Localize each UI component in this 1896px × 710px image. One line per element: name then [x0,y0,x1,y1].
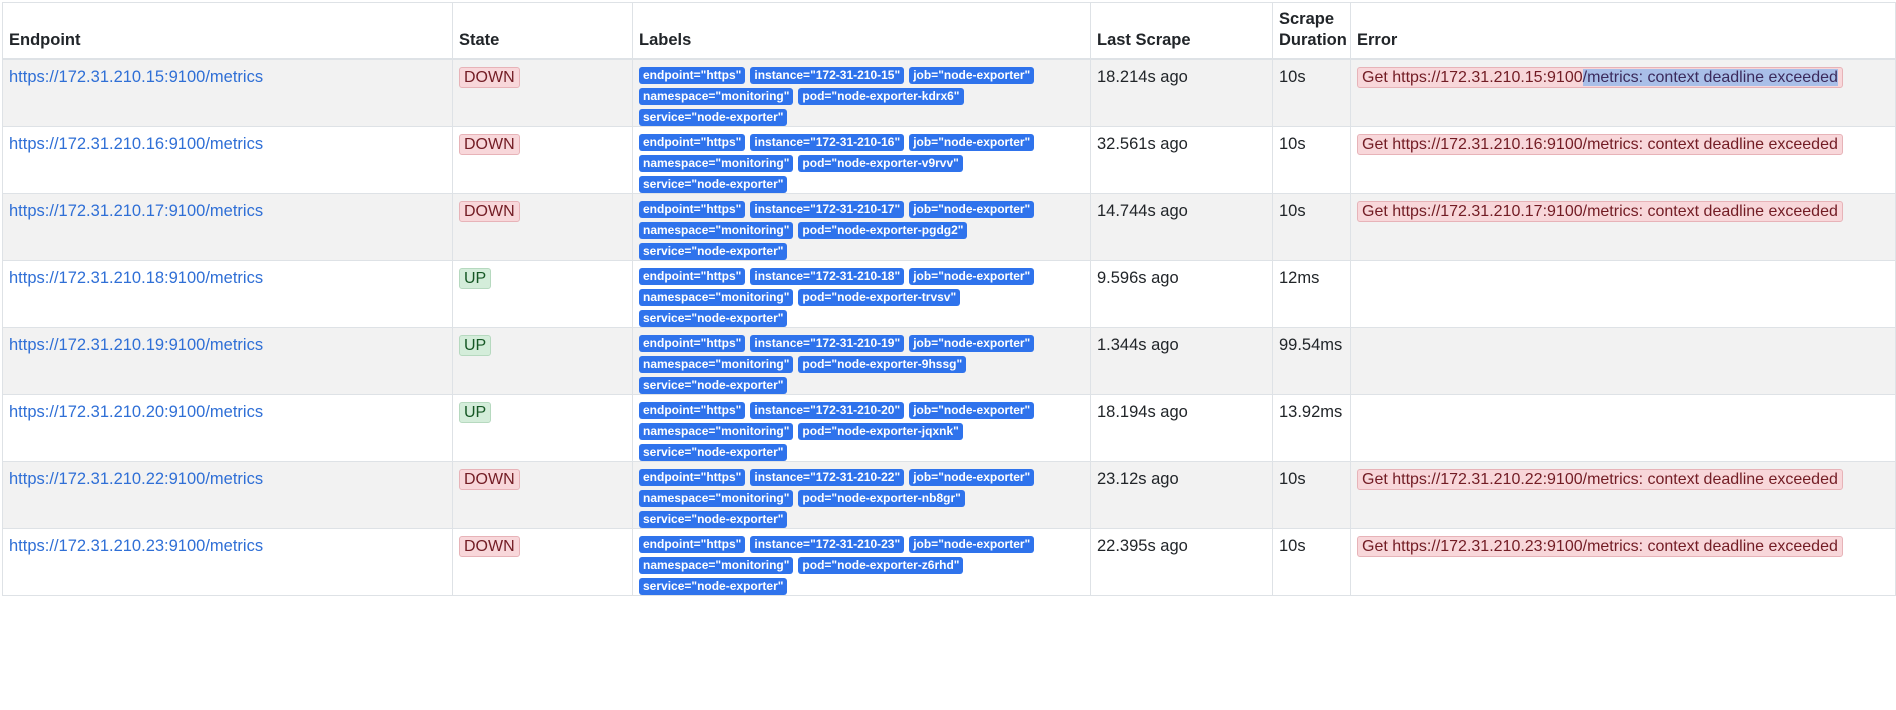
cell-last-scrape: 18.194s ago [1091,395,1273,462]
cell-labels [633,194,1091,261]
state-badge: UP [459,268,491,289]
label-badge: pod="node-exporter-nb8gr" [798,490,964,507]
cell-scrape-duration: 13.92ms [1273,395,1351,462]
cell-scrape-duration: 10s [1273,127,1351,194]
cell-last-scrape: 14.744s ago [1091,194,1273,261]
cell-state [453,127,633,194]
endpoint-link[interactable]: https://172.31.210.15:9100/metrics [9,68,264,86]
endpoint-link[interactable]: https://172.31.210.22:9100/metrics [9,470,264,488]
error-message [1357,67,1843,88]
header-scrape-duration-line1: Scrape [1279,10,1335,28]
label-badge: service="node-exporter" [639,310,787,327]
label-badge: job="node-exporter" [909,134,1034,151]
cell-endpoint [3,462,453,529]
cell-error [1351,59,1896,127]
cell-last-scrape: 9.596s ago [1091,261,1273,328]
cell-scrape-duration: 10s [1273,194,1351,261]
table-row [3,59,1896,127]
cell-error [1351,395,1896,462]
cell-last-scrape: 32.561s ago [1091,127,1273,194]
error-message [1357,201,1843,222]
cell-scrape-duration: 10s [1273,529,1351,596]
label-badge: pod="node-exporter-9hssg" [798,356,966,373]
label-badge: instance="172-31-210-22" [750,469,904,486]
cell-error [1351,127,1896,194]
label-badge: namespace="monitoring" [639,557,793,574]
cell-endpoint [3,395,453,462]
label-badge: job="node-exporter" [909,67,1034,84]
label-badge: job="node-exporter" [909,469,1034,486]
targets-table [2,2,1896,596]
header-labels: Labels [633,3,1091,60]
cell-labels [633,328,1091,395]
header-last-scrape: Last Scrape [1091,3,1273,60]
endpoint-link[interactable]: https://172.31.210.23:9100/metrics [9,537,264,555]
label-badge: endpoint="https" [639,201,745,218]
cell-last-scrape: 22.395s ago [1091,529,1273,596]
endpoint-link[interactable]: https://172.31.210.16:9100/metrics [9,135,264,153]
header-scrape-duration-line2: Duration [1279,31,1347,49]
error-message [1357,134,1843,155]
cell-state [453,59,633,127]
label-badge: service="node-exporter" [639,578,787,595]
label-badge: pod="node-exporter-trvsv" [798,289,960,306]
label-badge: pod="node-exporter-kdrx6" [798,88,963,105]
cell-state [453,261,633,328]
state-badge: DOWN [459,134,520,155]
cell-state [453,529,633,596]
labels-list [639,469,1079,528]
label-badge: endpoint="https" [639,268,745,285]
header-endpoint: Endpoint [3,3,453,60]
label-badge: endpoint="https" [639,536,745,553]
label-badge: job="node-exporter" [909,536,1034,553]
labels-list [639,402,1079,461]
label-badge: service="node-exporter" [639,444,787,461]
error-text: Get https://172.31.210.23:9100/metrics: context deadline exceeded [1362,538,1838,555]
cell-labels [633,261,1091,328]
label-badge: namespace="monitoring" [639,490,793,507]
state-badge: UP [459,402,491,423]
label-badge: instance="172-31-210-18" [750,268,904,285]
label-badge: service="node-exporter" [639,243,787,260]
label-badge: instance="172-31-210-17" [750,201,904,218]
table-header-row [3,3,1896,60]
cell-state [453,462,633,529]
cell-state [453,395,633,462]
labels-list [639,335,1079,394]
label-badge: job="node-exporter" [909,268,1034,285]
cell-error [1351,529,1896,596]
labels-list [639,268,1079,327]
label-badge: service="node-exporter" [639,109,787,126]
table-row [3,395,1896,462]
label-badge: instance="172-31-210-23" [750,536,904,553]
label-badge: instance="172-31-210-15" [750,67,904,84]
label-badge: instance="172-31-210-20" [750,402,904,419]
cell-scrape-duration: 99.54ms [1273,328,1351,395]
cell-state [453,328,633,395]
cell-scrape-duration: 10s [1273,462,1351,529]
label-badge: job="node-exporter" [909,201,1034,218]
cell-endpoint [3,529,453,596]
labels-list [639,67,1079,126]
cell-endpoint [3,59,453,127]
cell-error [1351,328,1896,395]
error-text: Get https://172.31.210.15:9100 [1362,69,1583,86]
cell-last-scrape: 1.344s ago [1091,328,1273,395]
endpoint-link[interactable]: https://172.31.210.20:9100/metrics [9,403,264,421]
state-badge: DOWN [459,201,520,222]
state-badge: DOWN [459,469,520,490]
table-row [3,462,1896,529]
labels-list [639,134,1079,193]
cell-state [453,194,633,261]
label-badge: pod="node-exporter-pgdg2" [798,222,967,239]
label-badge: pod="node-exporter-jqxnk" [798,423,962,440]
label-badge: endpoint="https" [639,335,745,352]
label-badge: job="node-exporter" [909,402,1034,419]
cell-labels [633,127,1091,194]
label-badge: pod="node-exporter-v9rvv" [798,155,962,172]
label-badge: namespace="monitoring" [639,423,793,440]
label-badge: service="node-exporter" [639,176,787,193]
table-row [3,194,1896,261]
cell-labels [633,395,1091,462]
cell-labels [633,462,1091,529]
label-badge: namespace="monitoring" [639,88,793,105]
label-badge: namespace="monitoring" [639,155,793,172]
labels-list [639,201,1079,260]
cell-scrape-duration: 12ms [1273,261,1351,328]
label-badge: endpoint="https" [639,469,745,486]
state-badge: UP [459,335,491,356]
table-row [3,328,1896,395]
cell-error [1351,194,1896,261]
label-badge: service="node-exporter" [639,377,787,394]
header-state: State [453,3,633,60]
state-badge: DOWN [459,67,520,88]
label-badge: namespace="monitoring" [639,356,793,373]
label-badge: endpoint="https" [639,402,745,419]
label-badge: namespace="monitoring" [639,289,793,306]
header-scrape-duration [1273,3,1351,60]
label-badge: pod="node-exporter-z6rhd" [798,557,963,574]
state-badge: DOWN [459,536,520,557]
header-error: Error [1351,3,1896,60]
label-badge: service="node-exporter" [639,511,787,528]
error-text: Get https://172.31.210.22:9100/metrics: context deadline exceeded [1362,471,1838,488]
error-message [1357,469,1843,490]
endpoint-link[interactable]: https://172.31.210.18:9100/metrics [9,269,264,287]
table-row [3,529,1896,596]
endpoint-link[interactable]: https://172.31.210.17:9100/metrics [9,202,264,220]
cell-last-scrape: 18.214s ago [1091,59,1273,127]
label-badge: endpoint="https" [639,67,745,84]
error-text: Get https://172.31.210.17:9100/metrics: context deadline exceeded [1362,203,1838,220]
cell-labels [633,59,1091,127]
label-badge: instance="172-31-210-19" [750,335,904,352]
label-badge: instance="172-31-210-16" [750,134,904,151]
labels-list [639,536,1079,595]
endpoint-link[interactable]: https://172.31.210.19:9100/metrics [9,336,264,354]
error-message [1357,536,1843,557]
label-badge: endpoint="https" [639,134,745,151]
cell-labels [633,529,1091,596]
cell-last-scrape: 23.12s ago [1091,462,1273,529]
cell-endpoint [3,127,453,194]
cell-endpoint [3,194,453,261]
label-badge: namespace="monitoring" [639,222,793,239]
error-text: Get https://172.31.210.16:9100/metrics: context deadline exceeded [1362,136,1838,153]
cell-error [1351,261,1896,328]
table-row [3,261,1896,328]
error-text-selected: /metrics: context deadline exceeded [1582,69,1838,86]
cell-endpoint [3,328,453,395]
cell-error [1351,462,1896,529]
cell-endpoint [3,261,453,328]
table-row [3,127,1896,194]
label-badge: job="node-exporter" [909,335,1034,352]
cell-scrape-duration: 10s [1273,59,1351,127]
